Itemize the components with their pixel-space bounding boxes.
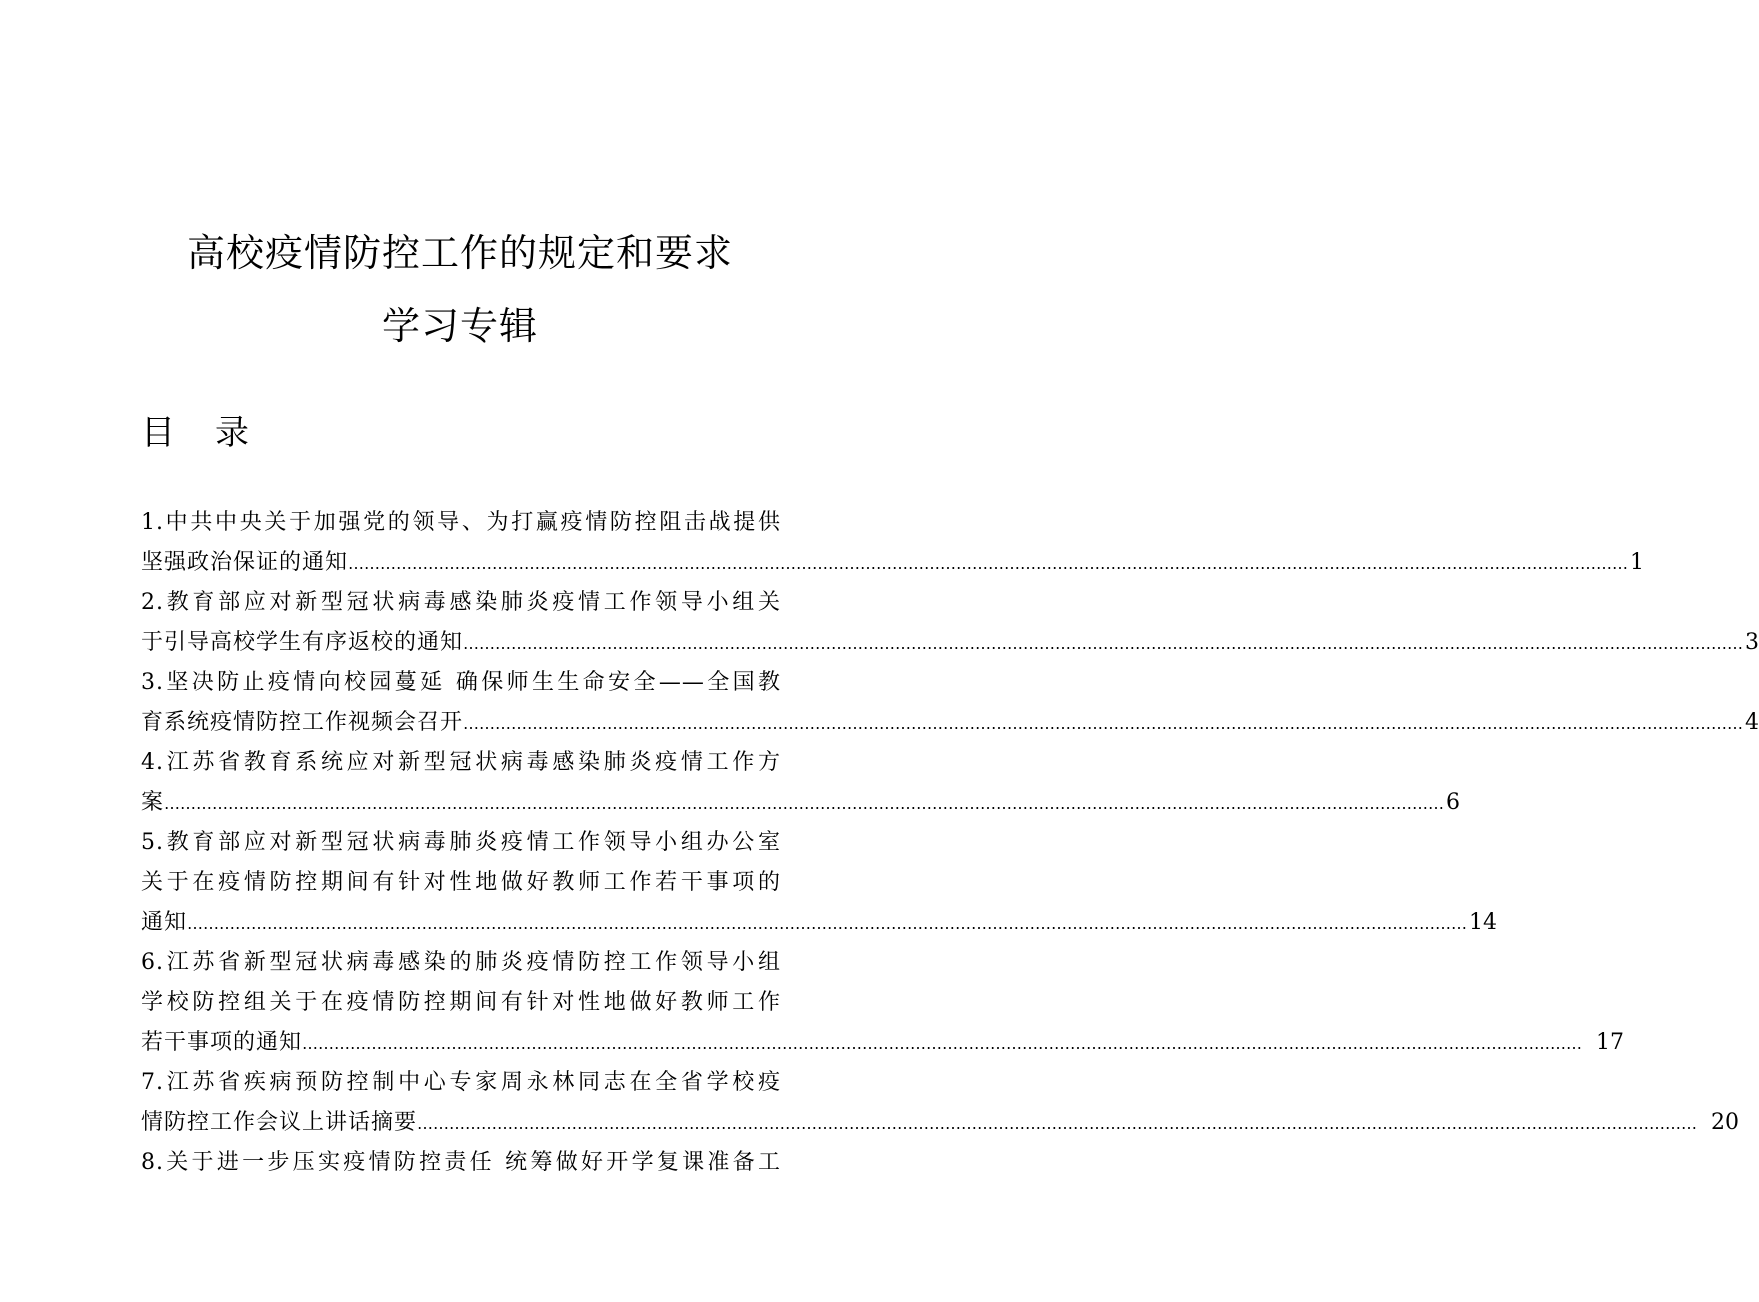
toc-entry-2-line-1[interactable]: 2.教育部应对新型冠状病毒感染肺炎疫情工作领导小组关 (141, 590, 781, 615)
toc-heading-char-2: 录 (215, 413, 249, 453)
toc-entry-7-page: 20 (1711, 1110, 1740, 1135)
toc-entry-1-line-2[interactable] (141, 543, 1645, 583)
toc-entry-2-page: 3 (1745, 630, 1759, 655)
toc-entry-8-line-1[interactable]: 8.关于进一步压实疫情防控责任 统筹做好开学复课准备工 (141, 1150, 781, 1175)
toc-entry-4-line-2[interactable] (141, 783, 1461, 823)
toc-entry-5-line-2[interactable]: 关于在疫情防控期间有针对性地做好教师工作若干事项的 (141, 870, 781, 895)
document-title: 高校疫情防控工作的规定和要求 (186, 231, 733, 275)
toc-entry-6-line-1[interactable]: 6.江苏省新型冠状病毒感染的肺炎疫情防控工作领导小组 (141, 950, 781, 975)
dot-leader: …………………………………………………………………………………………………………………………………………………………………………………………………………………… (463, 714, 1744, 733)
dot-leader: …………………………………………………………………………………………………………………………………………………………………………………………………………………… (302, 1034, 1583, 1053)
toc-entry-4-page: 6 (1446, 790, 1461, 815)
dot-leader: …………………………………………………………………………………………………………………………………………………………………………………………………………………… (348, 554, 1629, 573)
toc-entry-7-text: 情防控工作会议上讲话摘要 (141, 1110, 418, 1135)
toc-heading-char-1: 目 (141, 413, 175, 453)
toc-entry-6-line-3[interactable] (141, 1023, 1625, 1063)
toc-entry-1-page: 1 (1630, 550, 1645, 575)
toc-entry-2-line-2[interactable] (141, 623, 1759, 663)
toc-entry-3-line-2[interactable] (141, 703, 1759, 743)
toc-entry-6-line-2[interactable]: 学校防控组关于在疫情防控期间有针对性地做好教师工作 (141, 990, 781, 1015)
toc-entry-4-line-1[interactable]: 4.江苏省教育系统应对新型冠状病毒感染肺炎疫情工作方 (141, 750, 781, 775)
toc-entry-3-text: 育系统疫情防控工作视频会召开 (141, 710, 464, 735)
toc-entry-1-line-1[interactable]: 1.中共中央关于加强党的领导、为打赢疫情防控阻击战提供 (141, 510, 781, 535)
toc-entry-3-page: 4 (1745, 710, 1759, 735)
toc-entry-7-line-1[interactable]: 7.江苏省疾病预防控制中心专家周永林同志在全省学校疫 (141, 1070, 781, 1095)
table-of-contents (141, 503, 1759, 1183)
toc-entry-5-line-1[interactable]: 5.教育部应对新型冠状病毒肺炎疫情工作领导小组办公室 (141, 830, 781, 855)
toc-entry-6-page: 17 (1596, 1030, 1625, 1055)
toc-entry-5-text: 通知 (141, 910, 188, 935)
dot-leader: …………………………………………………………………………………………………………………………………………………………………………………………………………………… (187, 914, 1468, 933)
toc-entry-2-text: 于引导高校学生有序返校的通知 (141, 630, 464, 655)
toc-entry-5-line-3[interactable] (141, 903, 1498, 943)
toc-heading (141, 405, 249, 454)
dot-leader: …………………………………………………………………………………………………………………………………………………………………………………………………………………… (463, 634, 1744, 653)
document-subtitle: 学习专辑 (381, 304, 538, 348)
toc-entry-6-text: 若干事项的通知 (141, 1030, 303, 1055)
dot-leader: …………………………………………………………………………………………………………………………………………………………………………………………………………………… (417, 1114, 1698, 1133)
toc-entry-3-line-1[interactable]: 3.坚决防止疫情向校园蔓延 确保师生生命安全——全国教 (141, 670, 781, 695)
toc-entry-7-line-2[interactable] (141, 1103, 1740, 1143)
dot-leader: …………………………………………………………………………………………………………………………………………………………………………………………………………………… (164, 794, 1445, 813)
toc-entry-1-text: 坚强政治保证的通知 (141, 550, 349, 575)
toc-entry-5-page: 14 (1469, 910, 1498, 935)
toc-entry-4-text: 案 (141, 790, 165, 815)
